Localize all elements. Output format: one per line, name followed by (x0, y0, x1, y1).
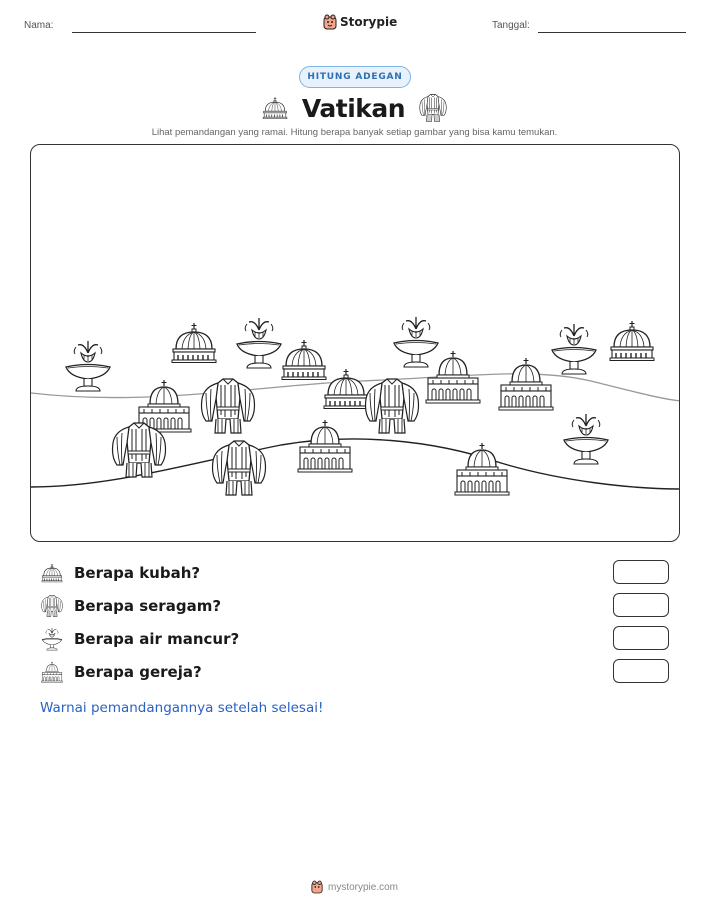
name-label: Nama: (24, 20, 54, 31)
uniform-2 (113, 423, 166, 477)
fountain-icon (40, 626, 64, 652)
uniform-icon (40, 593, 64, 619)
page-title: Vatikan (301, 93, 406, 123)
uniform-1 (202, 379, 255, 433)
question-text: Berapa gereja? (74, 663, 202, 681)
answer-box-uniforms[interactable] (613, 593, 669, 617)
question-text: Berapa air mancur? (74, 630, 240, 648)
brand-name: Storypie (340, 15, 398, 29)
church-5 (455, 443, 509, 495)
answer-box-churches[interactable] (613, 659, 669, 683)
dome-icon (262, 93, 288, 123)
uniform-4 (366, 379, 419, 433)
fountain-2 (237, 318, 281, 368)
answer-box-domes[interactable] (613, 560, 669, 584)
question-text: Berapa kubah? (74, 564, 201, 582)
question-row-fountains (40, 626, 672, 652)
question-row-churches (40, 659, 672, 685)
title-row (0, 92, 709, 124)
question-row-uniforms (40, 593, 672, 619)
date-write-line[interactable] (538, 32, 686, 33)
footer-url[interactable]: mystorypie.com (327, 881, 398, 893)
fountain-4 (552, 324, 596, 374)
coloring-note: Warnai pemandangannya setelah selesai! (40, 700, 324, 716)
dome-icon (40, 560, 64, 586)
church-4 (499, 358, 553, 410)
dome-1 (172, 323, 216, 363)
counting-scene[interactable] (30, 144, 680, 542)
fountain-3 (394, 317, 438, 367)
question-text: Berapa seragam? (74, 597, 222, 615)
dome-2 (282, 340, 326, 380)
fountain-1 (66, 341, 110, 391)
instructions: Lihat pemandangan yang ramai. Hitung berapa banyak setiap gambar yang bisa kamu temukan. (151, 127, 558, 138)
storypie-mascot-icon (311, 880, 323, 894)
storypie-logo (323, 12, 397, 32)
dome-3 (324, 369, 368, 409)
fountain-5 (564, 414, 608, 464)
question-row-domes (40, 560, 672, 586)
storypie-mascot-icon (323, 14, 337, 30)
footer (0, 880, 709, 894)
name-write-line[interactable] (72, 32, 256, 33)
uniform-3 (213, 441, 266, 495)
dome-4 (610, 321, 654, 361)
uniform-icon (419, 93, 447, 123)
answer-box-fountains[interactable] (613, 626, 669, 650)
church-2 (298, 420, 352, 472)
activity-badge: HITUNG ADEGAN (299, 66, 411, 88)
date-label: Tanggal: (492, 20, 530, 31)
church-icon (40, 659, 64, 685)
